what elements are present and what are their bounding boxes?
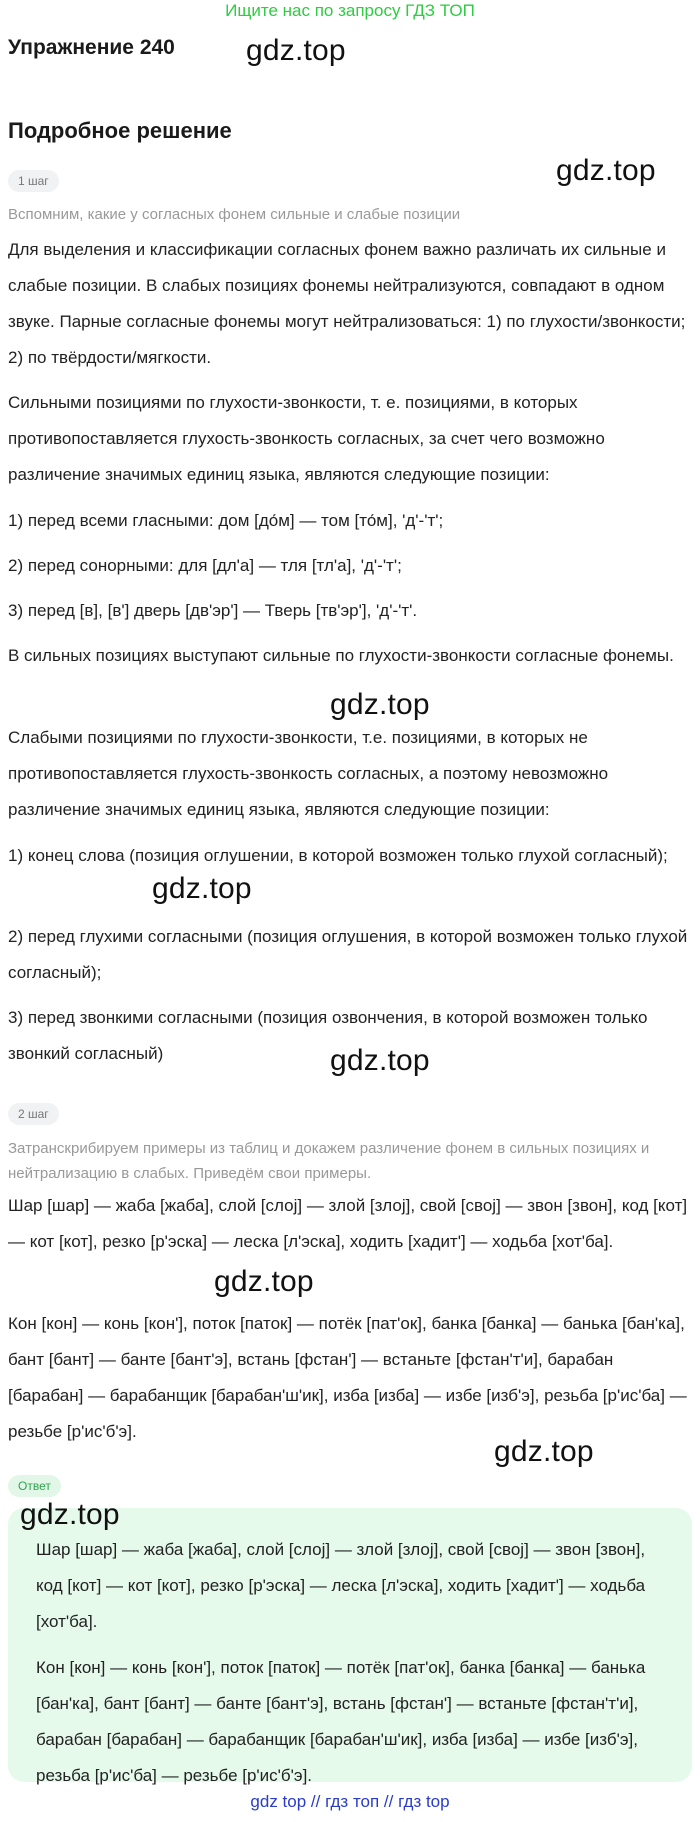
watermark: gdz.top <box>330 688 430 721</box>
step-paragraph: 1) перед всеми гласными: дом [до́м] — том [то́м], 'д'-'т'; <box>8 511 444 530</box>
watermark: gdz.top <box>556 154 656 187</box>
watermark: gdz.top <box>246 34 346 67</box>
watermark: gdz.top <box>330 1044 430 1077</box>
step-paragraph: Для выделения и классификации согласных фонем важно различать их сильные и слабые позиции. В слабых позициях фонемы нейтрализуются, совпадают в одном звуке. Парные согласные фонемы могут нейтрализоваться: 1) по глухости/звонкости; 2) по твёрдости/мягкости. <box>8 240 686 367</box>
answer-paragraph: Кон [кон] — конь [кон'], поток [паток] — потёк [пат'ок], банка [банка] — банька [бан'ка], бант [бант] — банте [бант'э], встань [фстан'] — встаньте [фстан'т'и], барабан [барабан] — барабанщик [барабан'ш'ик], изба [изба] — избе [изб'э], резьба [р'ис'ба] — резьбе [р'ис'б'э]. <box>36 1658 646 1785</box>
step-paragraph: 3) перед звонкими согласными (позиция озвончения, в которой возможен только звонкий согласный) <box>8 1008 648 1063</box>
step-paragraph: Слабыми позициями по глухости-звонкости, т.е. позициями, в которых не противопоставляется глухость-звонкость согласных, а поэтому невозможно различение значимых единиц языка, являются следующие позиции: <box>8 728 609 819</box>
section-title: Подробное решение <box>8 118 232 143</box>
step-paragraph: Сильными позициями по глухости-звонкости, т. е. позициями, в которых противопоставляется глухость-звонкость согласных, за счет чего возможно различение значимых единиц языка, являются следующие позиции: <box>8 393 605 484</box>
top-banner[interactable]: Ищите нас по запросу ГДЗ ТОП <box>225 1 475 20</box>
step-hint: Вспомним, какие у согласных фонем сильные и слабые позиции <box>8 206 461 223</box>
step-paragraph: 2) перед глухими согласными (позиция оглушения, в которой возможен только глухой согласный); <box>8 927 688 982</box>
exercise-title: Упражнение 240 <box>8 36 175 59</box>
step-paragraph: Шар [шар] — жаба [жаба], слой [слој] — злой [злој], свой [свој] — звон [звон], код [кот] — кот [кот], резко [р'эска] — леска [л'эска], ходить [хадит'] — ходьба [хот'ба]. <box>8 1196 688 1251</box>
answer-badge: Ответ <box>8 1475 61 1497</box>
step-paragraph: В сильных позициях выступают сильные по глухости-звонкости согласные фонемы. <box>8 646 674 665</box>
step-paragraph: 1) конец слова (позиция оглушении, в которой возможен только глухой согласный); <box>8 846 668 865</box>
step-badge: 2 шаг <box>8 1103 59 1125</box>
watermark: gdz.top <box>20 1498 120 1531</box>
watermark: gdz.top <box>214 1265 314 1298</box>
step-paragraph: Кон [кон] — конь [кон'], поток [паток] — потёк [пат'ок], банка [банка] — банька [бан'ка], бант [бант] — банте [бант'э], встань [фстан'] — встаньте [фстан'т'и], барабан [барабан] — барабанщик [барабан'ш'ик], изба [изба] — избе [изб'э], резьба [р'ис'ба] — резьбе [р'ис'б'э]. <box>8 1314 687 1441</box>
step-hint: Затранскрибируем примеры из таблиц и докажем различение фонем в сильных позициях и нейтрализацию в слабых. Приведём свои примеры. <box>8 1140 650 1182</box>
watermark: gdz.top <box>152 872 252 905</box>
footer-links[interactable]: gdz top // гдз топ // гдз top <box>250 1792 450 1811</box>
step-paragraph: 3) перед [в], [в'] дверь [дв'эр'] — Тверь [тв'эр'], 'д'-'т'. <box>8 601 418 620</box>
step-paragraph: 2) перед сонорными: для [дл'а] — тля [тл'а], 'д'-'т'; <box>8 556 402 575</box>
answer-paragraph: Шар [шар] — жаба [жаба], слой [слој] — злой [злој], свой [свој] — звон [звон], код [кот] — кот [кот], резко [р'эска] — леска [л'эска], ходить [хадит'] — ходьба [хот'ба]. <box>36 1540 646 1631</box>
step-badge: 1 шаг <box>8 170 59 192</box>
watermark: gdz.top <box>494 1435 594 1468</box>
